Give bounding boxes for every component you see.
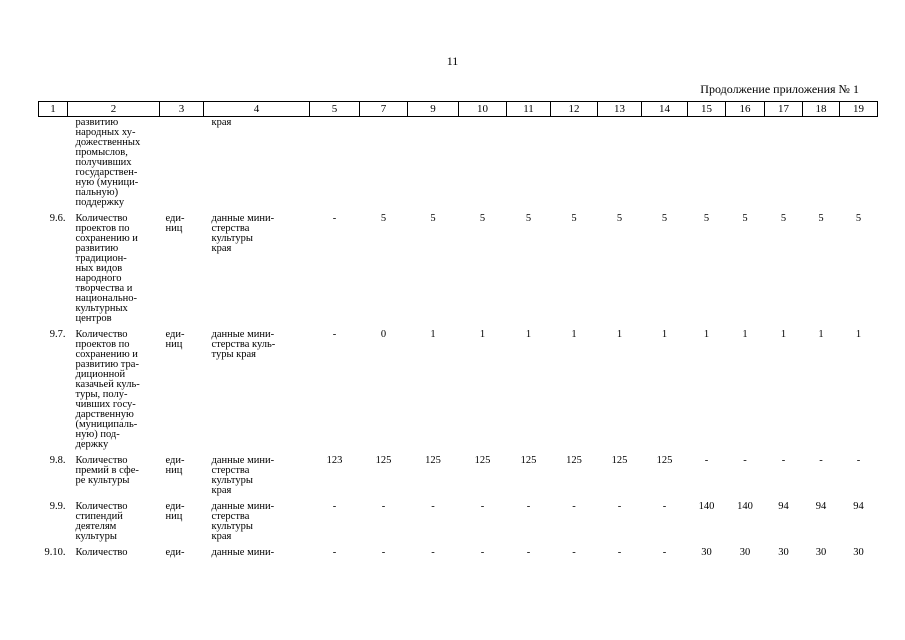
column-number-cell: 7 bbox=[360, 102, 408, 117]
value-cell: - bbox=[381, 501, 386, 512]
value-cell bbox=[551, 117, 598, 209]
value-cell: 5 bbox=[616, 213, 623, 224]
table-row bbox=[39, 450, 878, 496]
value-cell: - bbox=[617, 501, 622, 512]
value-cell: 5 bbox=[380, 213, 387, 224]
table-row bbox=[39, 496, 878, 542]
value-cell: 125 bbox=[611, 455, 628, 466]
unit-cell bbox=[160, 324, 204, 450]
column-number-row bbox=[39, 102, 878, 117]
row-number-cell: 9.8. bbox=[49, 455, 66, 466]
value-cell: 1 bbox=[430, 329, 436, 340]
value-cell: 1 bbox=[571, 329, 577, 340]
value-cell: - bbox=[704, 455, 709, 466]
indicator-name-text: Количество проектов по сохранению и развитию традицион- ных видов народного творчества и национально- культурных центров bbox=[75, 213, 138, 324]
value-cell bbox=[803, 117, 840, 209]
value-cell bbox=[642, 117, 688, 209]
value-cell: - bbox=[572, 547, 576, 558]
value-cell: 1 bbox=[479, 329, 486, 340]
indicator-name-text: Количество bbox=[75, 547, 128, 558]
column-number-cell: 3 bbox=[160, 102, 204, 117]
value-cell: 5 bbox=[742, 213, 748, 224]
indicator-name-cell bbox=[68, 542, 160, 558]
data-source-text: края bbox=[211, 117, 232, 128]
column-number-cell: 19 bbox=[840, 102, 878, 117]
value-cell: 5 bbox=[430, 213, 436, 224]
value-cell: - bbox=[480, 547, 485, 558]
value-cell: 125 bbox=[656, 455, 673, 466]
value-cell bbox=[459, 117, 507, 209]
column-number-cell: 18 bbox=[803, 102, 840, 117]
unit-cell bbox=[160, 496, 204, 542]
value-cell: - bbox=[431, 501, 435, 512]
value-cell: 125 bbox=[375, 455, 392, 466]
row-number-cell: 9.7. bbox=[49, 329, 66, 340]
value-cell: 125 bbox=[520, 455, 537, 466]
value-cell: - bbox=[381, 547, 386, 558]
value-cell bbox=[507, 117, 551, 209]
column-number-cell: 14 bbox=[642, 102, 688, 117]
data-source-cell bbox=[204, 450, 310, 496]
data-source-cell bbox=[204, 324, 310, 450]
value-cell: 94 bbox=[853, 501, 864, 512]
value-cell: 30 bbox=[739, 547, 751, 558]
value-cell: - bbox=[332, 547, 337, 558]
value-cell: 5 bbox=[780, 213, 787, 224]
unit-cell bbox=[160, 450, 204, 496]
value-cell: - bbox=[662, 501, 667, 512]
value-cell: - bbox=[526, 501, 531, 512]
data-source-text: данные мини- стерства культуры края bbox=[211, 455, 275, 496]
value-cell: 140 bbox=[737, 501, 753, 512]
data-source-text: данные мини- стерства культуры края bbox=[211, 501, 275, 542]
value-cell bbox=[310, 117, 360, 209]
table-row bbox=[39, 542, 878, 558]
data-source-cell bbox=[204, 208, 310, 324]
indicator-name-cell bbox=[68, 117, 160, 209]
column-number-cell: 13 bbox=[598, 102, 642, 117]
value-cell: - bbox=[781, 455, 786, 466]
value-cell: 30 bbox=[815, 547, 827, 558]
indicator-name-text: Количество премий в сфе- ре культуры bbox=[75, 455, 139, 486]
data-source-cell bbox=[204, 542, 310, 558]
unit-text: еди- ниц bbox=[165, 455, 185, 476]
column-number-cell: 17 bbox=[765, 102, 803, 117]
value-cell: 30 bbox=[701, 547, 712, 558]
value-cell: - bbox=[526, 547, 531, 558]
value-cell: - bbox=[819, 455, 823, 466]
value-cell: 125 bbox=[566, 455, 582, 466]
value-cell: - bbox=[572, 501, 576, 512]
value-cell: - bbox=[856, 455, 861, 466]
indicator-name-cell bbox=[68, 450, 160, 496]
value-cell: 30 bbox=[778, 547, 789, 558]
value-cell: 5 bbox=[479, 213, 486, 224]
value-cell: 5 bbox=[818, 213, 824, 224]
column-number-cell: 15 bbox=[688, 102, 726, 117]
value-cell: 1 bbox=[855, 329, 862, 340]
data-source-cell bbox=[204, 117, 310, 209]
data-source-text: данные мини- стерства культуры края bbox=[211, 213, 275, 254]
row-number-cell: 9.10. bbox=[44, 547, 66, 558]
indicator-name-cell bbox=[68, 496, 160, 542]
value-cell: 140 bbox=[698, 501, 715, 512]
value-cell bbox=[726, 117, 765, 209]
value-cell: 5 bbox=[703, 213, 710, 224]
value-cell bbox=[688, 117, 726, 209]
value-cell: 94 bbox=[815, 501, 827, 512]
value-cell bbox=[598, 117, 642, 209]
value-cell: 1 bbox=[525, 329, 532, 340]
indicator-table bbox=[38, 101, 878, 558]
value-cell bbox=[765, 117, 803, 209]
value-cell: 30 bbox=[853, 547, 864, 558]
unit-text: еди- ниц bbox=[165, 501, 185, 522]
column-number-cell: 11 bbox=[507, 102, 551, 117]
indicator-name-text: Количество стипендий деятелям культуры bbox=[75, 501, 128, 542]
unit-cell bbox=[160, 117, 204, 209]
value-cell: 1 bbox=[818, 329, 824, 340]
column-number-cell: 4 bbox=[204, 102, 310, 117]
value-cell: - bbox=[743, 455, 747, 466]
indicator-name-cell bbox=[68, 208, 160, 324]
row-number-cell: 9.6. bbox=[49, 213, 66, 224]
column-number-cell: 12 bbox=[551, 102, 598, 117]
row-number-cell bbox=[39, 117, 68, 209]
value-cell: 125 bbox=[474, 455, 491, 466]
table-row bbox=[39, 208, 878, 324]
value-cell: - bbox=[332, 329, 337, 340]
value-cell: - bbox=[332, 501, 337, 512]
value-cell: 125 bbox=[425, 455, 441, 466]
table-row bbox=[39, 324, 878, 450]
unit-text: еди- ниц bbox=[165, 329, 185, 350]
value-cell: 1 bbox=[780, 329, 787, 340]
value-cell: - bbox=[617, 547, 622, 558]
value-cell bbox=[840, 117, 878, 209]
column-number-cell: 2 bbox=[68, 102, 160, 117]
value-cell: - bbox=[332, 213, 337, 224]
data-source-text: данные мини- bbox=[211, 547, 275, 558]
value-cell bbox=[408, 117, 459, 209]
value-cell bbox=[360, 117, 408, 209]
value-cell: 1 bbox=[661, 329, 668, 340]
column-number-cell: 16 bbox=[726, 102, 765, 117]
value-cell: 5 bbox=[661, 213, 668, 224]
unit-text: еди- bbox=[165, 547, 185, 558]
table-row bbox=[39, 117, 878, 209]
continuation-caption: Продолжение приложения № 1 bbox=[700, 82, 859, 96]
value-cell: - bbox=[480, 501, 485, 512]
column-number-cell: 5 bbox=[310, 102, 360, 117]
row-number-cell: 9.9. bbox=[49, 501, 66, 512]
value-cell: 5 bbox=[525, 213, 532, 224]
data-source-text: данные мини- стерства куль- туры края bbox=[211, 329, 276, 360]
unit-cell bbox=[160, 542, 204, 558]
column-number-cell: 9 bbox=[408, 102, 459, 117]
value-cell: 1 bbox=[703, 329, 710, 340]
value-cell: 5 bbox=[855, 213, 862, 224]
value-cell: 5 bbox=[571, 213, 577, 224]
column-number-cell: 1 bbox=[39, 102, 68, 117]
data-source-cell bbox=[204, 496, 310, 542]
value-cell: 94 bbox=[778, 501, 789, 512]
unit-cell bbox=[160, 208, 204, 324]
value-cell: - bbox=[431, 547, 435, 558]
unit-text: еди- ниц bbox=[165, 213, 185, 234]
value-cell: 123 bbox=[326, 455, 343, 466]
column-number-cell: 10 bbox=[459, 102, 507, 117]
indicator-name-text: Количество проектов по сохранению и развитию тра- диционной казачьей куль- туры, полу- чивших госу- дарственную (муниципаль- ную) под- держку bbox=[75, 329, 140, 450]
value-cell: 1 bbox=[742, 329, 748, 340]
indicator-name-cell bbox=[68, 324, 160, 450]
value-cell: 0 bbox=[380, 329, 387, 340]
value-cell: - bbox=[662, 547, 667, 558]
indicator-name-text: развитию народных ху- дожественных промыслов, получивших государствен- ную (муници- пальную) поддержку bbox=[75, 117, 141, 208]
value-cell: 1 bbox=[616, 329, 623, 340]
page-number: 11 bbox=[446, 54, 459, 68]
